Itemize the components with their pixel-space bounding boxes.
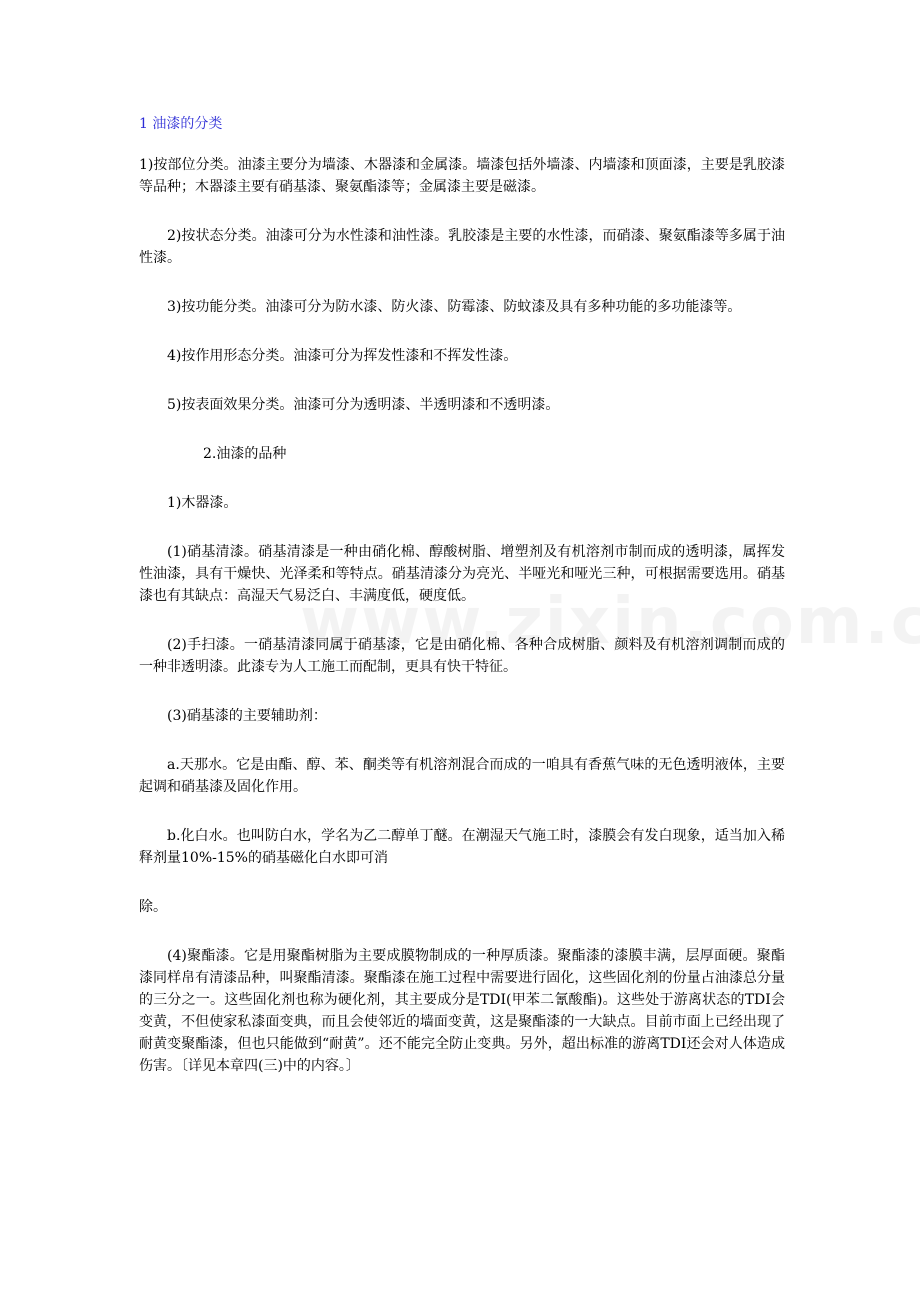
- paragraph-hand-brush-paint: (2)手扫漆。一硝基清漆同属于硝基漆，它是由硝化棉、各种合成树脂、颜料及有机溶剂调制而成的一种非透明漆。此漆专为人工施工而配制，更具有快干特征。: [139, 637, 785, 675]
- paragraph-polyester-paint: (4)聚酯漆。它是用聚酯树脂为主要成膜物制成的一种厚质漆。聚酯漆的漆膜丰满，层厚面硬。聚酯漆同样帛有清漆品种，叫聚酯清漆。聚酯漆在施工过程中需要进行固化，这些固化剂的份量占油漆总分量的三分之一。这些固化剂也称为硬化剂，其主要成分是TDI(甲苯二氰酸酯)。这些处于游离状态的TDI会变黄，不但使家私漆面变典，而且会使邻近的墙面变黄，这是聚酯漆的一大缺点。目前市面上已经出现了耐黄变聚酯漆，但也只能做到“耐黄”。还不能完全防止变典。另外，超出标准的游离TDI还会对人体造成伤害。〔详见本章四(三)中的内容。〕: [139, 948, 785, 1074]
- paragraph-wood-paint: 1)木器漆。: [167, 495, 238, 511]
- paragraph-by-location: 1)按部位分类。油漆主要分为墙漆、木器漆和金属漆。墙漆包括外墙漆、内墙漆和顶面漆，主要是乳胶漆等品种；木器漆主要有硝基漆、聚氨酯漆等；金属漆主要是磁漆。: [139, 157, 785, 195]
- section-heading-varieties: 2.油漆的品种: [203, 446, 287, 462]
- paragraph-continuation: 除。: [139, 899, 167, 915]
- paragraph-by-surface: 5)按表面效果分类。油漆可分为透明漆、半透明漆和不透明漆。: [167, 397, 560, 413]
- paragraph-nitro-varnish: (1)硝基清漆。硝基清漆是一种由硝化棉、醇酸树脂、增塑剂及有机溶剂市制而成的透明漆，属挥发性油漆，具有干燥快、光泽柔和等特点。硝基清漆分为亮光、半哑光和哑光三种，可根据需要选用。硝基漆也有其缺点：高湿天气易泛白、丰满度低，硬度低。: [139, 544, 785, 604]
- paragraph-by-state: 2)按状态分类。油漆可分为水性漆和油性漆。乳胶漆是主要的水性漆，而硝漆、聚氨酯漆等多属于油性漆。: [139, 228, 785, 266]
- paragraph-anti-white: b.化白水。也叫防白水，学名为乙二醇单丁醚。在潮湿天气施工时，漆膜会有发白现象，适当加入稀释剂量10%-15%的硝基磁化白水即可消: [139, 828, 785, 866]
- section-heading-classification: 1 油漆的分类: [139, 116, 223, 132]
- paragraph-by-function: 3)按功能分类。油漆可分为防水漆、防火漆、防霉漆、防蚊漆及具有多种功能的多功能漆等。: [167, 299, 742, 315]
- paragraph-by-effect-form: 4)按作用形态分类。油漆可分为挥发性漆和不挥发性漆。: [167, 348, 518, 364]
- document-page: [139, 113, 785, 1104]
- paragraph-thinner: a.天那水。它是由酯、醇、苯、酮类等有机溶剂混合而成的一咱具有香蕉气味的无色透明液体，主要起调和硝基漆及固化作用。: [139, 757, 785, 795]
- paragraph-auxiliary-agents: (3)硝基漆的主要辅助剂：: [167, 708, 327, 724]
